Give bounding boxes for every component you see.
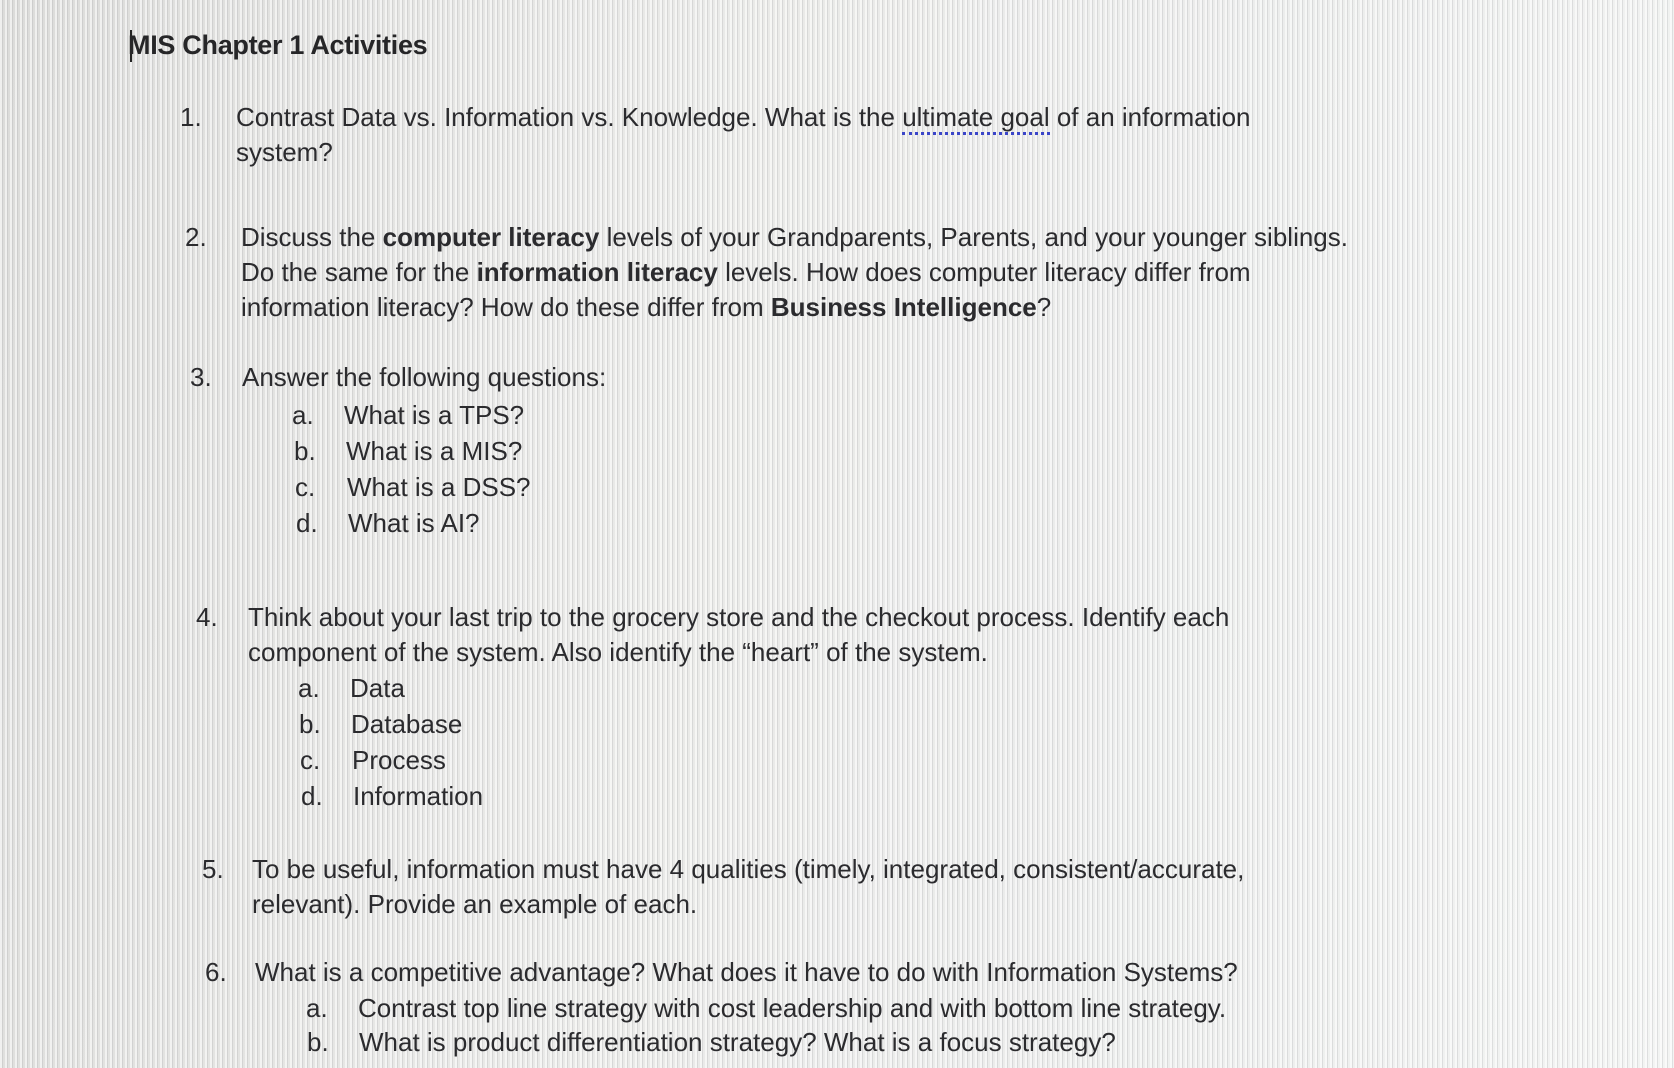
question-line [236,100,1251,135]
question-line [248,635,1229,670]
subitem-text: Database [351,709,463,739]
spellcheck-flagged-text[interactable]: ultimate goal [902,102,1049,135]
question-number: 3. [190,362,212,392]
question-line [241,290,1348,325]
question-text [241,220,1348,325]
subitem-text: Data [350,673,405,703]
text-run: of an information [1049,102,1251,132]
subitem-letter: c. [295,472,316,502]
text-run: Answer the following questions: [242,362,607,392]
subitem-text: What is a DSS? [347,472,531,502]
question-text [248,600,1229,670]
text-run: Discuss the [241,222,383,252]
question-line [241,255,1348,290]
question-number: 2. [185,222,207,252]
question-line [242,360,606,395]
text-run: Do the same for the [241,257,477,287]
question-text [236,100,1251,170]
text-run: relevant). Provide an example of each. [252,889,698,919]
question-number: 5. [202,854,224,884]
question-line [248,600,1229,635]
text-run: To be useful, information must have 4 qualities (timely, integrated, consistent/accurate, [252,854,1245,884]
subitem-letter: a. [292,400,314,430]
subitem-letter: b. [294,436,316,466]
text-run: component of the system. Also identify the “heart” of the system. [248,637,988,667]
bold-text-run: Business Intelligence [770,292,1037,322]
text-run: system? [236,137,333,167]
question-text [255,955,1238,990]
question-line [236,135,1251,170]
question-line [255,955,1238,990]
subitem-letter: a. [298,673,320,703]
text-run: information literacy? How do these differ from [241,292,771,322]
question-number: 1. [180,102,202,132]
subitem-letter: a. [306,993,328,1023]
text-run: levels. How does computer literacy differ from [717,257,1251,287]
text-run: ? [1036,292,1052,322]
subitem-text: What is product differentiation strategy? What is a focus strategy? [359,1027,1116,1057]
subitem-text: What is a MIS? [346,436,523,466]
question-number: 4. [196,602,218,632]
subitem-letter: b. [299,709,321,739]
subitem-text: Information [353,781,484,811]
bold-text-run: computer literacy [382,222,600,252]
text-run: Contrast Data vs. Information vs. Knowledge. What is the [236,102,903,132]
question-text [252,852,1244,922]
subitem-text: What is AI? [348,508,480,538]
subitem-letter: d. [296,508,318,538]
subitem-text: What is a TPS? [344,400,525,430]
text-run: What is a competitive advantage? What does it have to do with Information Systems? [255,957,1238,987]
subitem-text: Contrast top line strategy with cost leadership and with bottom line strategy. [358,993,1227,1023]
text-run: levels of your Grandparents, Parents, and your younger siblings. [599,222,1348,252]
subitem-letter: c. [300,745,321,775]
question-line [252,852,1244,887]
question-line [241,220,1348,255]
question-number: 6. [205,957,227,987]
text-run: Think about your last trip to the grocery store and the checkout process. Identify each [248,602,1230,632]
bold-text-run: information literacy [476,257,718,287]
subitem-text: Process [352,745,446,775]
document-title: MIS Chapter 1 Activities [128,30,428,60]
question-text [242,360,606,395]
subitem-letter: b. [307,1027,329,1057]
subitem-letter: d. [301,781,323,811]
question-line [252,887,1244,922]
